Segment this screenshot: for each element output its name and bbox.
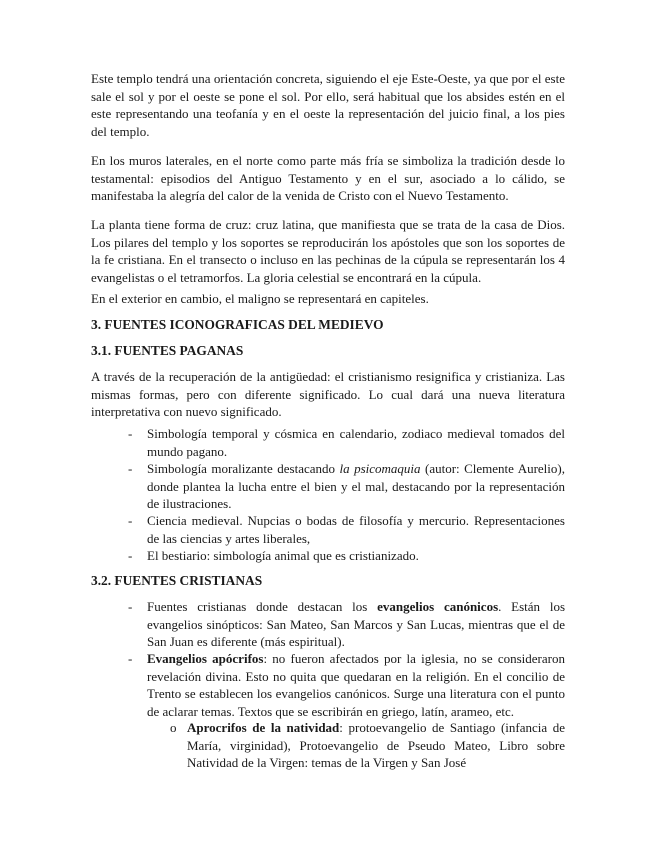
bullet-dash: - xyxy=(128,461,133,476)
list-item-text xyxy=(147,598,565,651)
list-item xyxy=(91,650,565,720)
sub-bullet-circle: o xyxy=(170,720,177,735)
list-item-text-start: Fuentes cristianas donde destacan los xyxy=(147,599,378,614)
nativity-apocrypha-term: Aprocrifos de la natividad xyxy=(187,720,340,735)
list-item-text-start: Simbología moralizante destacando xyxy=(147,461,340,476)
list-item xyxy=(91,547,565,565)
intro-paragraph-exterior: En el exterior en cambio, el maligno se representará en capiteles. xyxy=(91,291,429,306)
section-3-1-heading: 3.1. FUENTES PAGANAS xyxy=(91,343,244,358)
bullet-dash: - xyxy=(128,548,133,563)
bullet-dash: - xyxy=(128,651,133,666)
psicomaquia-title: la psicomaquia xyxy=(339,461,421,476)
canonical-gospels-term: evangelios canónicos xyxy=(377,599,499,614)
section-3-1-paragraph: A través de la recuperación de la antigüedad: el cristianismo resignifica y cristianiza. Las mismas formas, pero con diferente significado. Lo cual dará una nueva literatura interpretativa con nuevo significado. xyxy=(91,369,565,419)
list-item-text-end: (autor: Clemente Aurelio), donde plantea la lucha entre el bien y el mal, destacando por la representación de ilustraciones. xyxy=(147,461,565,511)
section-3-2-heading: 3.2. FUENTES CRISTIANAS xyxy=(91,573,263,588)
sub-list-item xyxy=(170,719,565,772)
list-item-text: Simbología temporal y cósmica en calendario, zodiaco medieval tomados del mundo pagano. xyxy=(147,426,565,459)
list-item-text: Ciencia medieval. Nupcias o bodas de filosofía y mercurio. Representaciones de las ciencias y artes liberales, xyxy=(147,513,565,546)
sub-list-item-text-end: : protoevangelio de Santiago (infancia de María, virginidad), Protoevangelio de Pseudo Mateo, Libro sobre Natividad de la Virgen: temas de la Virgen y San José xyxy=(187,720,565,770)
intro-paragraph-orientation: Este templo tendrá una orientación concreta, siguiendo el eje Este-Oeste, ya que por el este sale el sol y por el oeste se pone el sol. Por ello, será habitual que los absides estén en el este representando una teofanía y en el oeste la representación del juicio final, a los pies del templo. xyxy=(91,71,565,139)
bullet-dash: - xyxy=(128,599,133,614)
list-item-text: El bestiario: simbología animal que es cristianizado. xyxy=(147,548,419,563)
list-item-text xyxy=(147,650,565,720)
intro-paragraph-floorplan: La planta tiene forma de cruz: cruz latina, que manifiesta que se trata de la casa de Dios. Los pilares del templo y los soportes se reproducirán los apóstoles que son los soportes de la fe cristiana. En el transecto o incluso en las pechinas de la cúpula se representarán los 4 evangelistas o el tetramorfos. La gloria celestial se encontrará en la cúpula. xyxy=(91,217,565,285)
list-item xyxy=(91,425,565,460)
bullet-dash: - xyxy=(128,513,133,528)
sub-list-item-text xyxy=(187,719,565,772)
list-item-text-end: : no fueron afectados por la iglesia, no se consideraron revelación divina. Esto no quita que quedaran en la religión. En el concilio de Trento se establecen los evangelios canónicos. Surge una literatura con el punto de aclarar temas. Textos que se escribirán en griego, latín, arameo, etc. xyxy=(147,651,565,719)
list-item-text xyxy=(147,460,565,513)
list-item xyxy=(91,598,565,651)
apocryphal-gospels-term: Evangelios apócrifos xyxy=(147,651,264,666)
list-item-text-end: . Están los evangelios sinópticos: San Mateo, San Marcos y San Lucas, mientras que el de San Juan es diferente (más espiritual). xyxy=(147,599,565,649)
intro-paragraph-walls: En los muros laterales, en el norte como parte más fría se simboliza la tradición desde lo testamental: episodios del Antiguo Testamento y en el sur, asociado a lo cálido, se manifestaba la alegría del calor de la venida de Cristo con el Nuevo Testamento. xyxy=(91,153,565,203)
list-item xyxy=(91,512,565,547)
section-3-heading: 3. FUENTES ICONOGRAFICAS DEL MEDIEVO xyxy=(91,317,384,332)
list-item xyxy=(91,460,565,513)
bullet-dash: - xyxy=(128,426,133,441)
